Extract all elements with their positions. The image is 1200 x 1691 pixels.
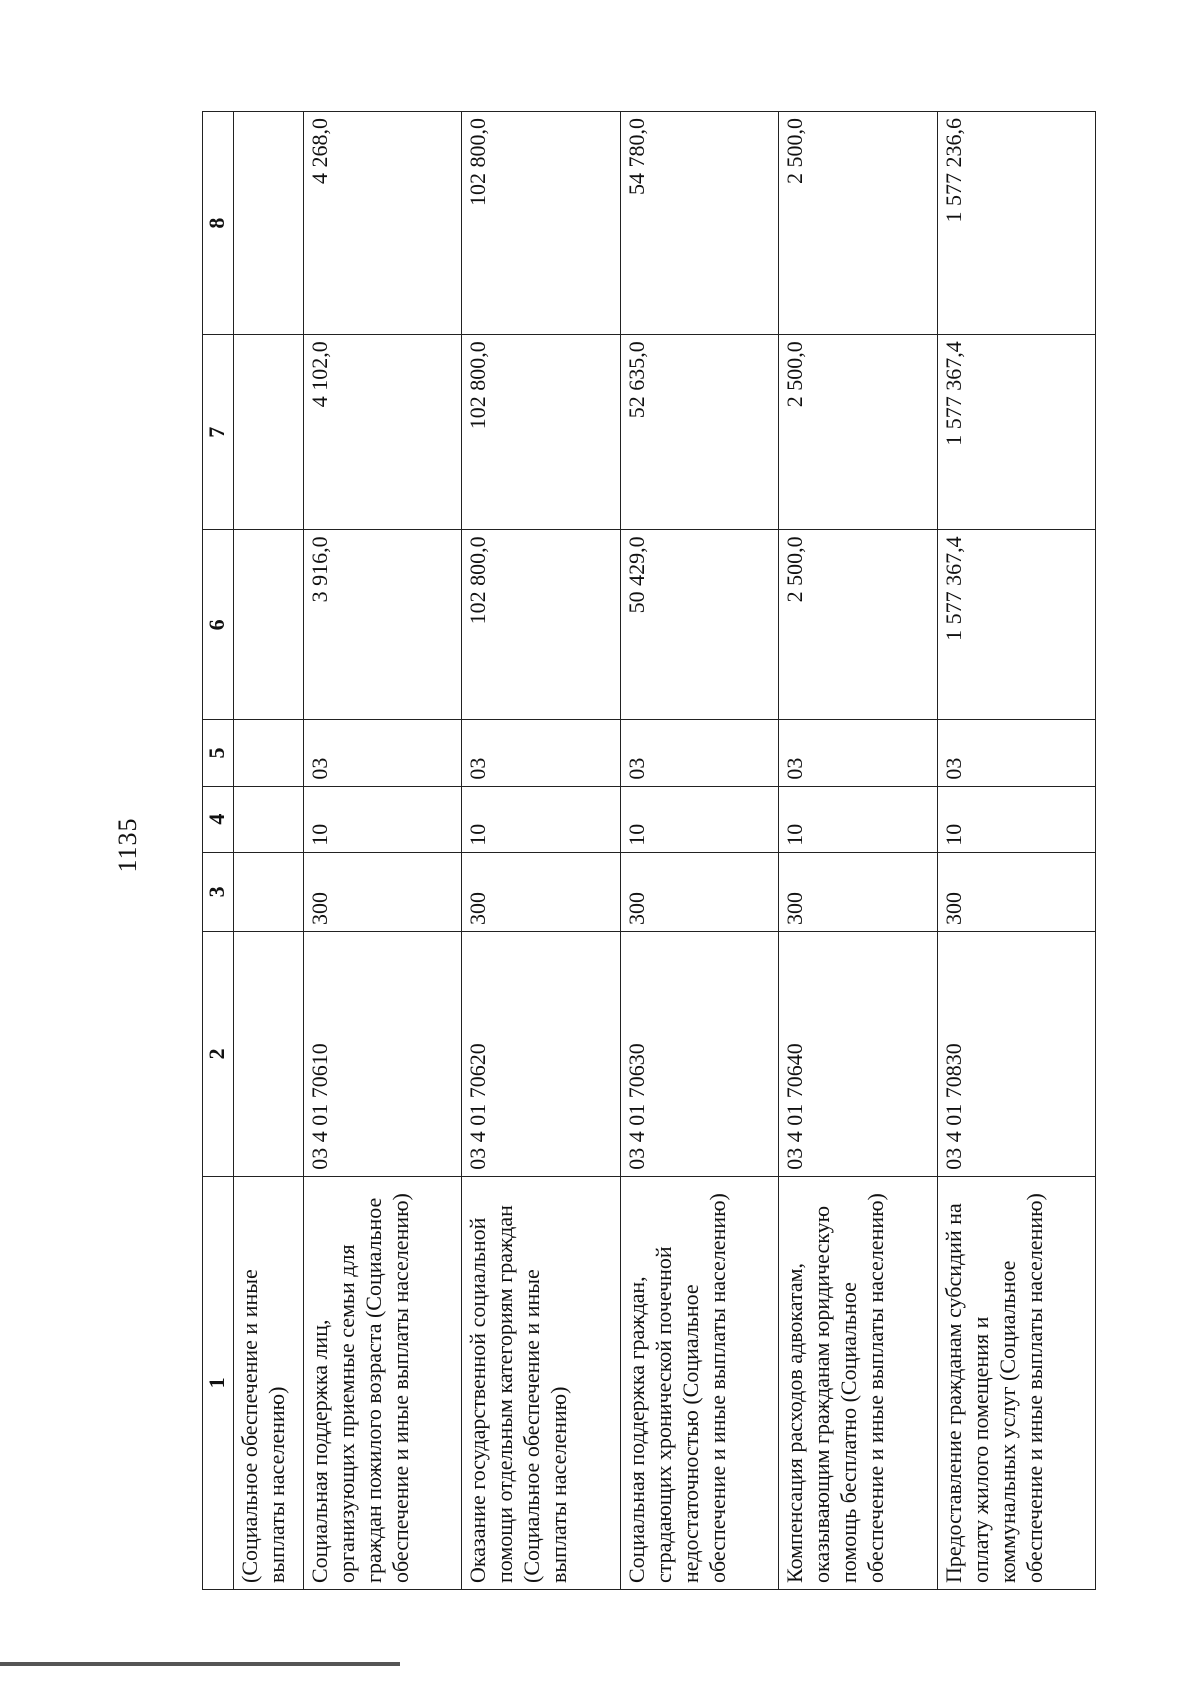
column-header: 2 xyxy=(203,932,234,1177)
subsection-cell: 03 xyxy=(779,720,937,786)
amount-col6-cell xyxy=(234,530,304,720)
page-number: 1135 xyxy=(113,817,142,873)
column-header: 3 xyxy=(203,852,234,931)
row-name-cell: Предоставление гражданам субсидий на оплату жилого помещения и коммунальных услуг (Социальное обеспечение и иные выплаты населению) xyxy=(937,1176,1095,1589)
target-code-cell: 03 4 01 70620 xyxy=(462,932,620,1177)
table-row xyxy=(937,112,1095,1590)
target-code-cell: 03 4 01 70630 xyxy=(620,932,778,1177)
amount-col8-cell: 1 577 236,6 xyxy=(937,112,1095,335)
expense-type-cell: 300 xyxy=(462,852,620,931)
table-row xyxy=(620,112,778,1590)
row-name-cell: Компенсация расходов адвокатам, оказывающим гражданам юридическую помощь бесплатно (Социальное обеспечение и иные выплаты населению) xyxy=(779,1176,937,1589)
expense-type-cell: 300 xyxy=(303,852,461,931)
section-cell: 10 xyxy=(303,786,461,852)
section-cell: 10 xyxy=(937,786,1095,852)
subsection-cell: 03 xyxy=(620,720,778,786)
target-code-cell: 03 4 01 70640 xyxy=(779,932,937,1177)
amount-col7-cell xyxy=(234,335,304,530)
amount-col7-cell: 2 500,0 xyxy=(779,335,937,530)
amount-col7-cell: 4 102,0 xyxy=(303,335,461,530)
amount-col6-cell: 50 429,0 xyxy=(620,530,778,720)
section-cell: 10 xyxy=(779,786,937,852)
column-header: 8 xyxy=(203,112,234,335)
row-name-cell: Социальная поддержка лиц, организующих приемные семьи для граждан пожилого возраста (Социальное обеспечение и иные выплаты населению) xyxy=(303,1176,461,1589)
column-header: 6 xyxy=(203,530,234,720)
row-name-cell: Оказание государственной социальной помощи отдельным категориям граждан (Социальное обеспечение и иные выплаты населению) xyxy=(462,1176,620,1589)
header-row xyxy=(203,112,234,1590)
target-code-cell: 03 4 01 70610 xyxy=(303,932,461,1177)
amount-col7-cell: 52 635,0 xyxy=(620,335,778,530)
column-header: 7 xyxy=(203,335,234,530)
amount-col6-cell: 2 500,0 xyxy=(779,530,937,720)
target-code-cell: 03 4 01 70830 xyxy=(937,932,1095,1177)
amount-col8-cell xyxy=(234,112,304,335)
amount-col8-cell: 102 800,0 xyxy=(462,112,620,335)
section-cell: 10 xyxy=(462,786,620,852)
target-code-cell xyxy=(234,932,304,1177)
column-header: 4 xyxy=(203,786,234,852)
amount-col6-cell: 3 916,0 xyxy=(303,530,461,720)
expense-type-cell: 300 xyxy=(620,852,778,931)
amount-col6-cell: 102 800,0 xyxy=(462,530,620,720)
subsection-cell: 03 xyxy=(462,720,620,786)
row-name-cell: (Социальное обеспечение и иные выплаты населению) xyxy=(234,1176,304,1589)
column-header: 1 xyxy=(203,1176,234,1589)
amount-col6-cell: 1 577 367,4 xyxy=(937,530,1095,720)
amount-col7-cell: 102 800,0 xyxy=(462,335,620,530)
table-row xyxy=(303,112,461,1590)
expense-type-cell: 300 xyxy=(937,852,1095,931)
amount-col8-cell: 54 780,0 xyxy=(620,112,778,335)
amount-col7-cell: 1 577 367,4 xyxy=(937,335,1095,530)
expense-type-cell xyxy=(234,852,304,931)
table-row xyxy=(462,112,620,1590)
amount-col8-cell: 4 268,0 xyxy=(303,112,461,335)
table-row xyxy=(234,112,304,1590)
table-row xyxy=(779,112,937,1590)
amount-col8-cell: 2 500,0 xyxy=(779,112,937,335)
row-name-cell: Социальная поддержка граждан, страдающих хронической почечной недостаточностью (Социальное обеспечение и иные выплаты населению) xyxy=(620,1176,778,1589)
subsection-cell: 03 xyxy=(303,720,461,786)
section-cell xyxy=(234,786,304,852)
subsection-cell: 03 xyxy=(937,720,1095,786)
table-frame xyxy=(202,111,1096,1590)
footer-rule xyxy=(0,1662,400,1666)
column-header: 5 xyxy=(203,720,234,786)
expense-type-cell: 300 xyxy=(779,852,937,931)
subsection-cell xyxy=(234,720,304,786)
budget-table xyxy=(202,111,1096,1590)
section-cell: 10 xyxy=(620,786,778,852)
